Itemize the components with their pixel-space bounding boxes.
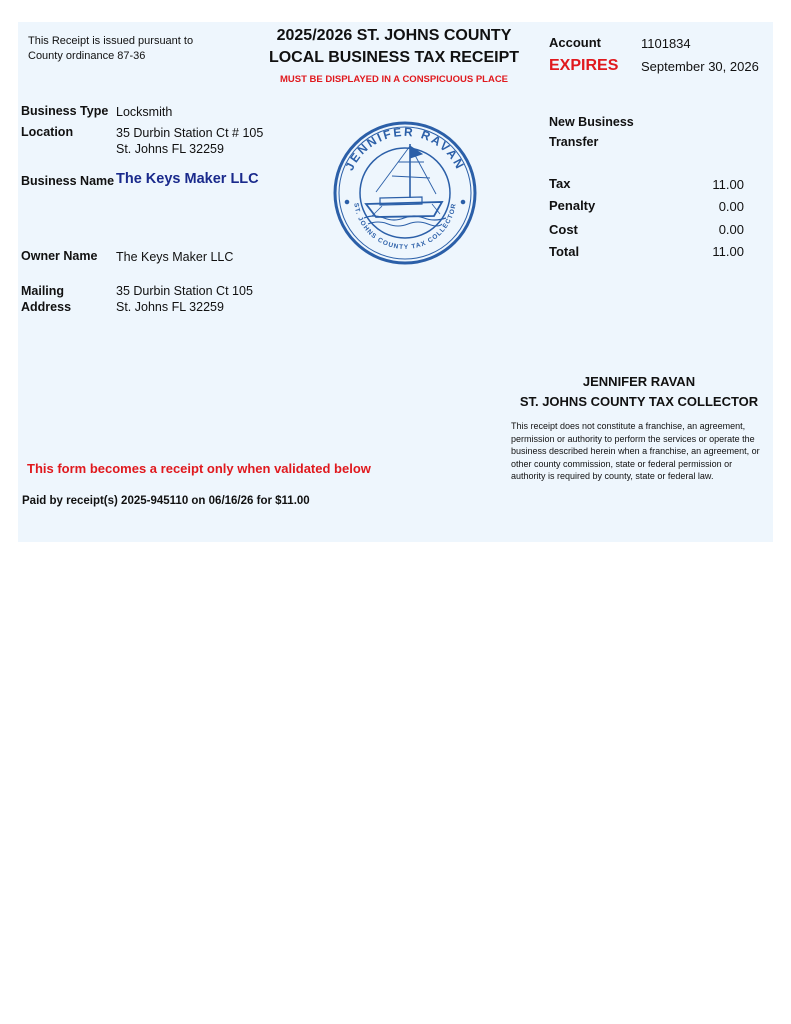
business-type-label: Business Type xyxy=(21,104,109,118)
disclaimer-text: This receipt does not constitute a franchise, an agreement, permission or authority to perform the services or operate the business described herein when a franchise, an agreement, or other county commission, state or federal permission or authority is required by county, state or federal law. xyxy=(511,421,760,481)
business-type-value: Locksmith xyxy=(116,105,173,119)
mailing-address xyxy=(116,283,253,315)
total-label: Total xyxy=(549,244,580,259)
mailing-line1: 35 Durbin Station Ct 105 xyxy=(116,284,253,298)
mailing-label-line1: Mailing xyxy=(21,284,65,298)
payment-line: Paid by receipt(s) 2025-945110 on 06/16/26 for $11.00 xyxy=(22,495,310,507)
account-label: Account xyxy=(549,35,601,50)
seal-top-text: JENNIFER RAVAN xyxy=(342,124,468,173)
title-line1: 2025/2026 ST. JOHNS COUNTY xyxy=(276,27,512,44)
cost-value: 0.00 xyxy=(718,222,744,237)
tax-value: 11.00 xyxy=(712,177,744,192)
receipt-title xyxy=(249,25,539,69)
total-value: 11.00 xyxy=(712,244,744,259)
account-number: 1101834 xyxy=(641,36,691,51)
penalty-label: Penalty xyxy=(549,198,596,213)
expires-date: September 30, 2026 xyxy=(641,59,759,74)
seal-bottom-text: ST. JOHNS COUNTY TAX COLLECTOR xyxy=(352,202,458,252)
ordinance-note-line2: County ordinance 87-36 xyxy=(28,50,146,62)
ordinance-note-line1: This Receipt is issued pursuant to xyxy=(28,35,194,47)
collector-block xyxy=(505,372,773,412)
owner-name-label: Owner Name xyxy=(21,249,98,263)
receipt-status xyxy=(549,112,634,152)
collector-title: ST. JOHNS COUNTY TAX COLLECTOR xyxy=(519,394,759,409)
owner-name-value: The Keys Maker LLC xyxy=(116,250,234,264)
mailing-address-label xyxy=(21,283,71,315)
expires-label: EXPIRES xyxy=(549,57,619,74)
svg-text:ST. JOHNS COUNTY TAX COLLECTOR xyxy=(352,202,458,251)
title-line2: LOCAL BUSINESS TAX RECEIPT xyxy=(268,49,520,66)
tax-collector-seal-icon xyxy=(332,120,478,266)
ordinance-note xyxy=(28,34,193,64)
location-line1: 35 Durbin Station Ct # 105 xyxy=(116,126,264,140)
validation-notice: This form becomes a receipt only when validated below xyxy=(27,461,371,476)
collector-name: JENNIFER RAVAN xyxy=(582,374,696,389)
tax-label: Tax xyxy=(549,176,571,191)
penalty-value: 0.00 xyxy=(718,199,744,214)
mailing-line2: St. Johns FL 32259 xyxy=(116,300,224,314)
mailing-label-line2: Address xyxy=(21,300,72,314)
business-name-label: Business Name xyxy=(21,174,115,188)
business-name-value: The Keys Maker LLC xyxy=(116,171,259,187)
location-label: Location xyxy=(21,125,74,139)
status-line1: New Business xyxy=(549,115,634,129)
location-line2: St. Johns FL 32259 xyxy=(116,142,224,156)
status-line2: Transfer xyxy=(549,135,599,149)
location-address xyxy=(116,125,263,157)
cost-label: Cost xyxy=(549,222,578,237)
display-notice: MUST BE DISPLAYED IN A CONSPICUOUS PLACE xyxy=(279,74,509,85)
